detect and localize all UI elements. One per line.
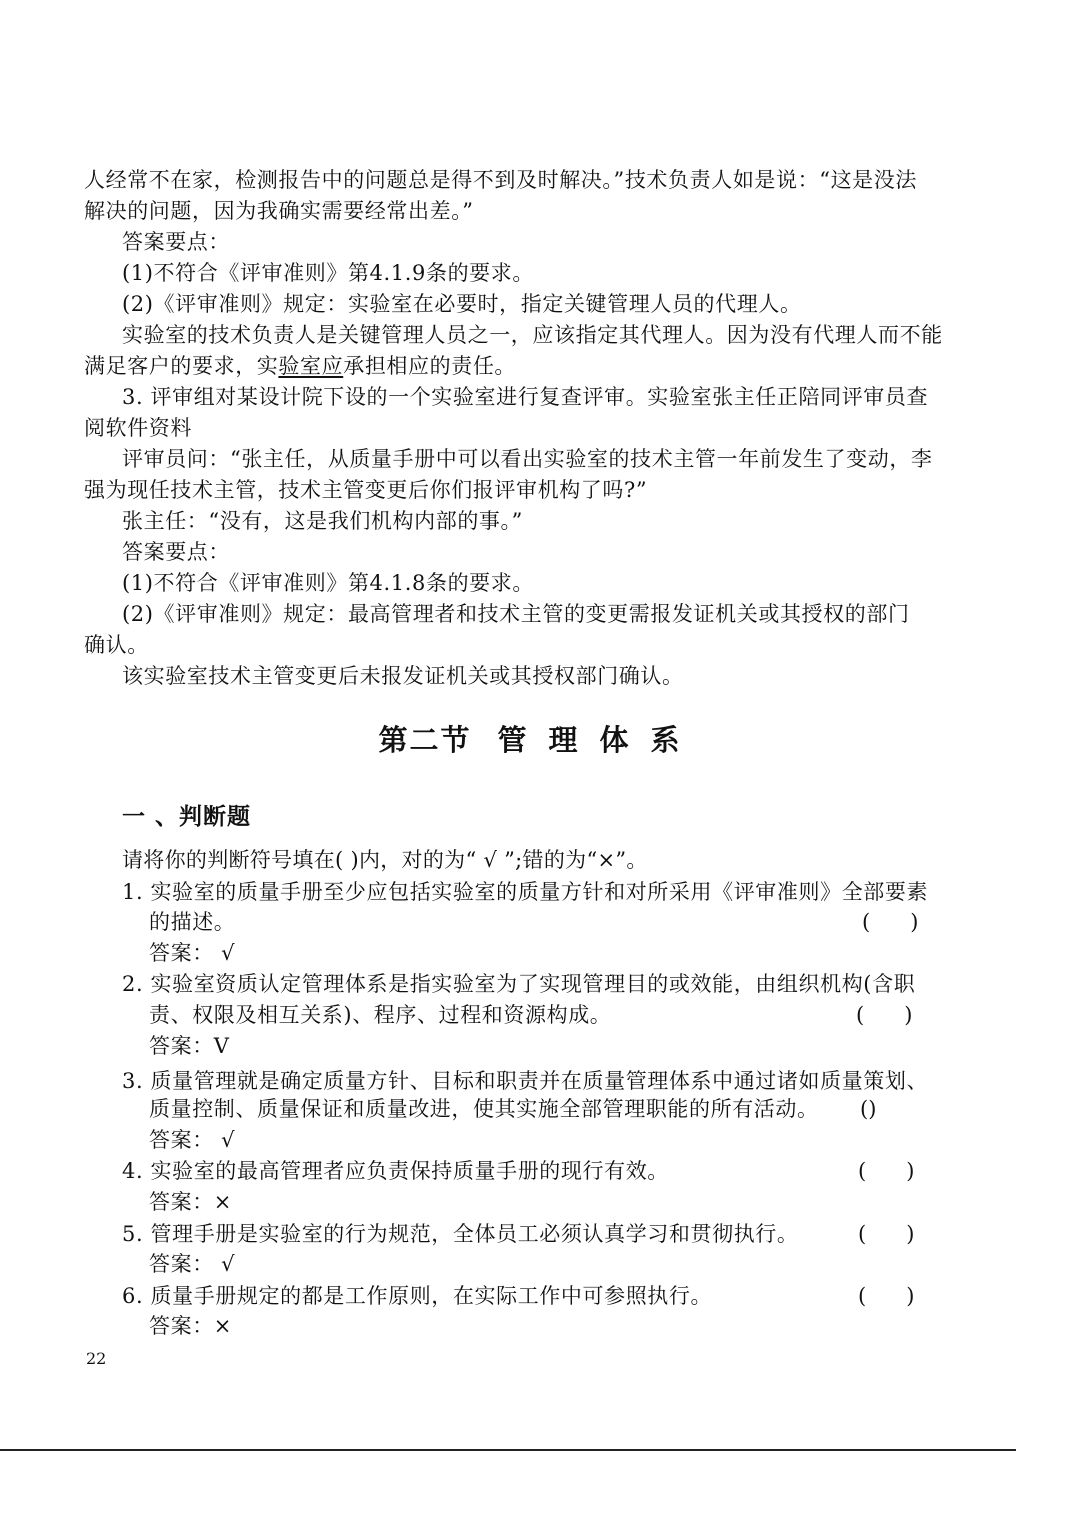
instruction: 请将你的判断符号填在( )内，对的为“ √ ”;错的为“×”。 <box>122 848 648 872</box>
answer-blank: ( ) <box>858 1284 915 1308</box>
answer: 答案： √ <box>149 1252 236 1276</box>
case3-intro: 阅软件资料 <box>84 416 192 440</box>
answer-blank: ( ) <box>862 910 919 934</box>
case3-dialogue: 张主任：“没有，这是我们机构内部的事。” <box>122 509 523 533</box>
subheading: 一 、判断题 <box>122 804 252 830</box>
question-line: 4. 实验室的最高管理者应负责保持质量手册的现行有效。 <box>122 1159 669 1183</box>
case3-intro: 3. 评审组对某设计院下设的一个实验室进行复查评审。实验室张主任正陪同评审员查 <box>122 385 929 409</box>
case2-text-line: 解决的问题，因为我确实需要经常出差。” <box>84 199 474 223</box>
explanation-text: 承担相应的责任。 <box>343 354 517 378</box>
answer: 答案： √ <box>149 1128 236 1152</box>
section-title <box>0 718 1080 759</box>
question-line: 责、权限及相互关系)、程序、过程和资源构成。 <box>149 1003 612 1027</box>
case2-text-line: 人经常不在家，检测报告中的问题总是得不到及时解决。”技术负责人如是说：“这是没法 <box>84 168 917 192</box>
question-line: 3. 质量管理就是确定质量方针、目标和职责并在质量管理体系中通过诸如质量策划、 <box>122 1069 929 1093</box>
case3-dialogue: 评审员问：“张主任，从质量手册中可以看出实验室的技术主管一年前发生了变动，李 <box>122 447 933 471</box>
question-line: 的描述。 <box>149 910 236 934</box>
answer: 答案：× <box>149 1314 232 1338</box>
conclusion: 该实验室技术主管变更后未报发证机关或其授权部门确认。 <box>122 664 684 688</box>
section-name: 管理体系 <box>497 723 702 757</box>
case3-dialogue: 强为现任技术主管，技术主管变更后你们报评审机构了吗?” <box>84 478 648 502</box>
question-line: 质量控制、质量保证和质量改进，使其实施全部管理职能的所有活动。 <box>149 1097 819 1121</box>
answer-points-label: 答案要点： <box>122 540 230 564</box>
answer-point: (2)《评审准则》规定：最高管理者和技术主管的变更需报发证机关或其授权的部门 <box>122 602 910 626</box>
underlined-text: 验室应 <box>278 354 344 378</box>
answer-point: (2)《评审准则》规定：实验室在必要时，指定关键管理人员的代理人。 <box>122 292 802 316</box>
page-number: 22 <box>86 1349 107 1368</box>
question-line: 5. 管理手册是实验室的行为规范，全体员工必须认真学习和贯彻执行。 <box>122 1222 799 1246</box>
answer: 答案：× <box>149 1190 232 1214</box>
section-prefix: 第二节 <box>378 723 472 757</box>
answer-blank: ( ) <box>856 1003 913 1027</box>
answer-blank: ( ) <box>858 1159 915 1183</box>
answer-point: 确认。 <box>84 633 149 657</box>
explanation-line: 实验室的技术负责人是关键管理人员之一，应该指定其代理人。因为没有代理人而不能 <box>122 323 943 347</box>
answer: 答案： √ <box>149 941 236 965</box>
question-line: 6. 质量手册规定的都是工作原则，在实际工作中可参照执行。 <box>122 1284 713 1308</box>
answer-point: (1)不符合《评审准则》第4.1.9条的要求。 <box>122 261 534 285</box>
answer-point: (1)不符合《评审准则》第4.1.8条的要求。 <box>122 571 534 595</box>
bottom-rule <box>0 1449 1016 1451</box>
question-line: 2. 实验室资质认定管理体系是指实验室为了实现管理目的或效能，由组织机构(含职 <box>122 972 916 996</box>
answer-blank: ( ) <box>858 1222 915 1246</box>
explanation-text: 满足客户的要求，实 <box>84 354 279 378</box>
answer-blank: () <box>860 1097 877 1121</box>
explanation-line <box>84 351 516 381</box>
answer-points-label: 答案要点： <box>122 230 230 254</box>
answer: 答案：V <box>149 1034 230 1058</box>
question-line: 1. 实验室的质量手册至少应包括实验室的质量方针和对所采用《评审准则》全部要素 <box>122 880 929 904</box>
